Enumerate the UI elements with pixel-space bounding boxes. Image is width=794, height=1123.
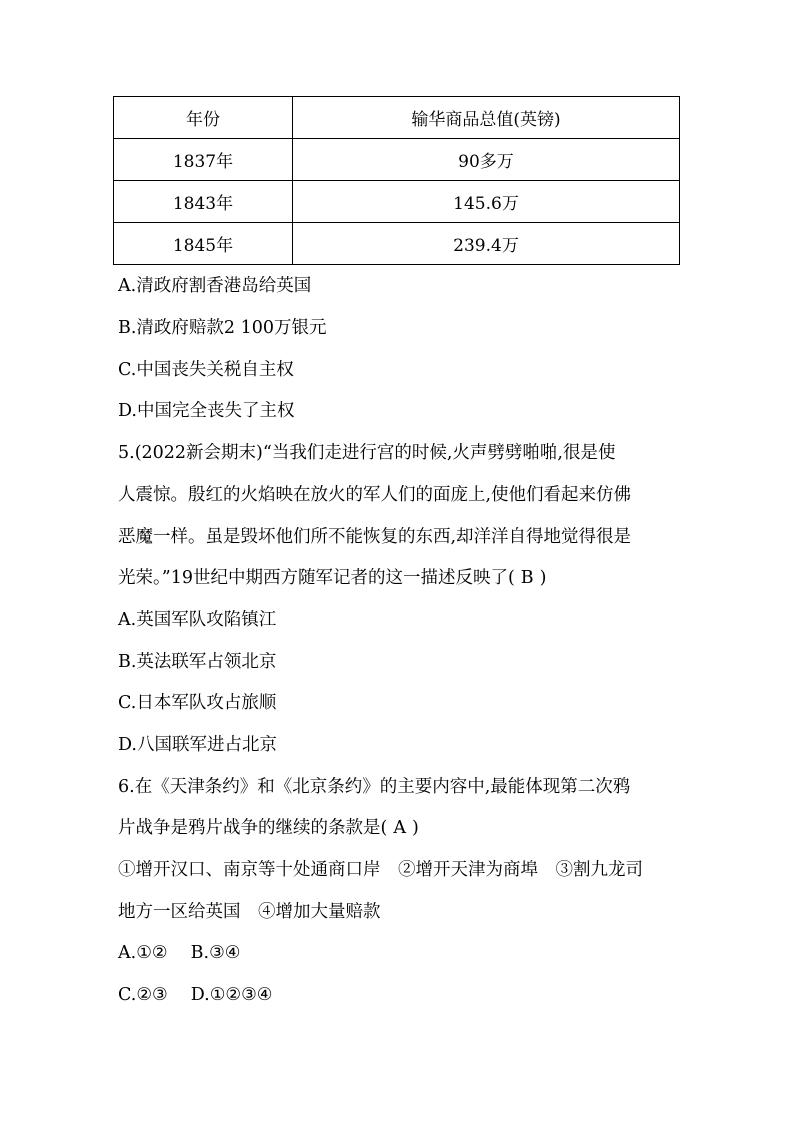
q6-answer: A bbox=[393, 818, 406, 838]
q5-stem-line-3: 恶魔一样。虽是毁坏他们所不能恢复的东西,却洋洋自得地觉得很是 bbox=[118, 527, 632, 547]
q5-close-paren: ) bbox=[539, 568, 547, 588]
q5-stem-line-4 bbox=[118, 570, 547, 588]
q6-options-line-1: A.①② B.③④ bbox=[118, 943, 241, 963]
q5-stem-text: 光荣。”19世纪中期西方随军记者的这一描述反映了( bbox=[118, 568, 515, 588]
table-header-value: 输华商品总值(英镑) bbox=[293, 97, 680, 139]
q5-answer: B bbox=[520, 568, 534, 588]
q4-option-b: B.清政府赔款2 100万银元 bbox=[118, 318, 327, 338]
table-cell-value: 90多万 bbox=[293, 139, 680, 181]
q4-option-d: D.中国完全丧失了主权 bbox=[118, 401, 295, 421]
table-header-year: 年份 bbox=[114, 97, 293, 139]
q6-items-line-2: 地方一区给英国 ④增加大量赔款 bbox=[118, 902, 381, 922]
table-row bbox=[114, 139, 680, 181]
q5-option-c: C.日本军队攻占旅顺 bbox=[118, 693, 277, 713]
q5-option-a: A.英国军队攻陷镇江 bbox=[118, 610, 277, 630]
q6-stem-line-2 bbox=[118, 820, 419, 838]
table-row bbox=[114, 181, 680, 223]
q5-stem-line-1: 5.(2022新会期末)“当我们走进行宫的时候,火声劈劈啪啪,很是使 bbox=[118, 443, 616, 463]
table-row bbox=[114, 223, 680, 265]
q6-stem-line-1: 6.在《天津条约》和《北京条约》的主要内容中,最能体现第二次鸦 bbox=[118, 777, 631, 797]
q4-option-c: C.中国丧失关税自主权 bbox=[118, 360, 294, 380]
q4-option-a: A.清政府割香港岛给英国 bbox=[118, 276, 312, 296]
q5-stem-line-2: 人震惊。殷红的火焰映在放火的军人们的面庞上,使他们看起来仿佛 bbox=[118, 485, 632, 505]
q5-option-b: B.英法联军占领北京 bbox=[118, 652, 277, 672]
q6-stem-text: 片战争是鸦片战争的继续的条款是( bbox=[118, 818, 388, 838]
table-cell-value: 239.4万 bbox=[293, 223, 680, 265]
q5-option-d: D.八国联军进占北京 bbox=[118, 735, 277, 755]
export-value-table bbox=[113, 96, 680, 265]
table-cell-value: 145.6万 bbox=[293, 181, 680, 223]
table-cell-year: 1843年 bbox=[114, 181, 293, 223]
table-cell-year: 1837年 bbox=[114, 139, 293, 181]
q6-options-line-2: C.②③ D.①②③④ bbox=[118, 985, 273, 1005]
q6-items-line-1: ①增开汉口、南京等十处通商口岸 ②增开天津为商埠 ③割九龙司 bbox=[118, 860, 643, 880]
table-header-row bbox=[114, 97, 680, 139]
q6-close-paren: ) bbox=[411, 818, 419, 838]
table-cell-year: 1845年 bbox=[114, 223, 293, 265]
